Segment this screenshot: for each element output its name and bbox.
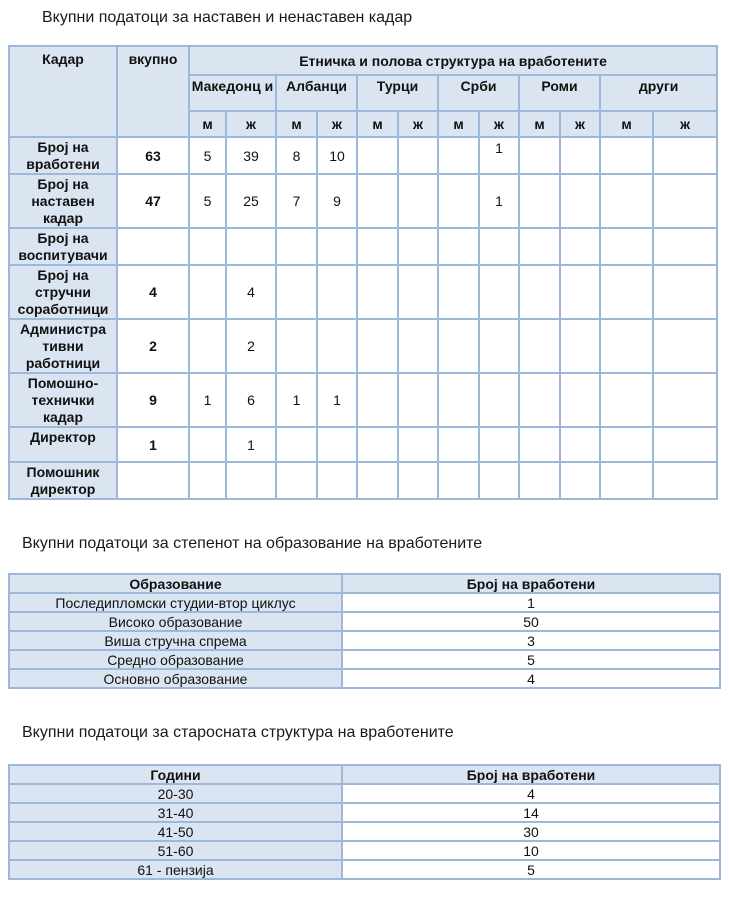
value-cell: 25: [226, 174, 276, 228]
value-cell: [653, 174, 717, 228]
staff-section-title: Вкупни податоци за наставен и ненаставен кадар: [42, 9, 413, 26]
count-cell: 50: [342, 612, 720, 631]
age-row: [9, 860, 720, 879]
value-cell: [189, 462, 226, 499]
sex-header-f: ж: [398, 111, 438, 137]
value-cell: [438, 319, 479, 373]
value-cell: [600, 319, 653, 373]
category-cell: 41-50: [9, 822, 342, 841]
value-cell: [189, 265, 226, 319]
value-cell: [398, 373, 438, 427]
value-cell: 1: [226, 427, 276, 462]
value-cell: [560, 265, 600, 319]
staff-row: [9, 319, 717, 373]
ethnicity-header: Турци: [357, 75, 438, 111]
value-cell: 1: [479, 174, 519, 228]
row-label: Администра тивни работници: [9, 319, 117, 373]
value-cell: 2: [226, 319, 276, 373]
value-cell: [438, 265, 479, 319]
education-table: [8, 573, 721, 689]
value-cell: [600, 228, 653, 265]
value-cell: [189, 319, 226, 373]
value-cell: [357, 265, 398, 319]
row-total: 63: [117, 137, 189, 174]
ethnicity-header: други: [600, 75, 717, 111]
category-cell: 31-40: [9, 803, 342, 822]
row-label: Помошник директор: [9, 462, 117, 499]
value-cell: [653, 462, 717, 499]
value-cell: 1: [189, 373, 226, 427]
value-cell: [317, 228, 357, 265]
value-cell: [600, 174, 653, 228]
row-total: 47: [117, 174, 189, 228]
value-cell: [438, 137, 479, 174]
value-cell: [317, 427, 357, 462]
sex-header-m: м: [600, 111, 653, 137]
value-cell: [276, 427, 317, 462]
value-cell: [317, 265, 357, 319]
value-cell: [357, 174, 398, 228]
ethnicity-header: Албанци: [276, 75, 357, 111]
category-cell: Виша стручна спрема: [9, 631, 342, 650]
value-cell: [653, 137, 717, 174]
value-cell: 10: [317, 137, 357, 174]
count-cell: 5: [342, 860, 720, 879]
value-cell: [398, 319, 438, 373]
value-cell: [438, 228, 479, 265]
ethnicity-header: Срби: [438, 75, 519, 111]
value-cell: [189, 228, 226, 265]
row-label: Број на наставен кадар: [9, 174, 117, 228]
value-cell: [357, 137, 398, 174]
row-total: [117, 462, 189, 499]
value-cell: [317, 319, 357, 373]
staff-row: [9, 427, 717, 462]
row-total: [117, 228, 189, 265]
value-cell: 9: [317, 174, 357, 228]
value-cell: [398, 462, 438, 499]
row-label: Број на стручни соработници: [9, 265, 117, 319]
value-cell: 7: [276, 174, 317, 228]
count-header: Број на вработени: [342, 574, 720, 593]
sex-header-m: м: [438, 111, 479, 137]
value-cell: [226, 462, 276, 499]
value-cell: [519, 427, 560, 462]
category-cell: Последипломски студии-втор циклус: [9, 593, 342, 612]
value-cell: [357, 319, 398, 373]
value-cell: 1: [276, 373, 317, 427]
value-cell: [653, 373, 717, 427]
row-total: 4: [117, 265, 189, 319]
age-row: [9, 784, 720, 803]
value-cell: [479, 427, 519, 462]
value-cell: [398, 137, 438, 174]
count-cell: 10: [342, 841, 720, 860]
sex-header-f: ж: [653, 111, 717, 137]
count-cell: 1: [342, 593, 720, 612]
value-cell: [479, 319, 519, 373]
ethnicity-header: Македонц и: [189, 75, 276, 111]
staff-row: [9, 373, 717, 427]
sex-header-m: м: [189, 111, 226, 137]
value-cell: [276, 228, 317, 265]
category-cell: 61 - пензија: [9, 860, 342, 879]
row-label: Број на вработени: [9, 137, 117, 174]
value-cell: [653, 319, 717, 373]
value-cell: 39: [226, 137, 276, 174]
category-cell: 20-30: [9, 784, 342, 803]
value-cell: [600, 373, 653, 427]
value-cell: [560, 427, 600, 462]
value-cell: [519, 373, 560, 427]
value-cell: 1: [479, 137, 519, 174]
staff-row: [9, 137, 717, 174]
count-cell: 4: [342, 784, 720, 803]
value-cell: [560, 319, 600, 373]
value-cell: [357, 228, 398, 265]
value-cell: [189, 427, 226, 462]
value-cell: [600, 427, 653, 462]
row-label: Помошно-технички кадар: [9, 373, 117, 427]
age-row: [9, 841, 720, 860]
staff-row: [9, 174, 717, 228]
value-cell: [653, 427, 717, 462]
value-cell: [479, 265, 519, 319]
row-label: Директор: [9, 427, 117, 462]
education-row: [9, 650, 720, 669]
value-cell: [357, 373, 398, 427]
education-header: Образование: [9, 574, 342, 593]
age-section-title: Вкупни податоци за старосната структура на вработените: [22, 724, 454, 741]
value-cell: [560, 373, 600, 427]
value-cell: [560, 228, 600, 265]
value-cell: [560, 174, 600, 228]
value-cell: 4: [226, 265, 276, 319]
sex-header-m: м: [357, 111, 398, 137]
value-cell: [398, 228, 438, 265]
value-cell: [560, 462, 600, 499]
staff-row: [9, 265, 717, 319]
value-cell: [653, 228, 717, 265]
value-cell: [519, 174, 560, 228]
age-row: [9, 822, 720, 841]
value-cell: [276, 319, 317, 373]
count-header: Број на вработени: [342, 765, 720, 784]
count-cell: 30: [342, 822, 720, 841]
count-cell: 3: [342, 631, 720, 650]
header-cadre: Кадар: [9, 46, 117, 137]
value-cell: [560, 137, 600, 174]
staff-table: [8, 45, 718, 500]
sex-header-f: ж: [479, 111, 519, 137]
header-ethnic-structure: Етничка и полова структура на вработените: [189, 46, 717, 75]
sex-header-f: ж: [226, 111, 276, 137]
value-cell: [438, 462, 479, 499]
row-total: 1: [117, 427, 189, 462]
header-total: вкупно: [117, 46, 189, 137]
education-row: [9, 631, 720, 650]
staff-row: [9, 462, 717, 499]
age-row: [9, 803, 720, 822]
value-cell: [479, 373, 519, 427]
value-cell: [317, 462, 357, 499]
value-cell: [479, 462, 519, 499]
value-cell: [357, 462, 398, 499]
value-cell: [600, 137, 653, 174]
count-cell: 14: [342, 803, 720, 822]
sex-header-m: м: [519, 111, 560, 137]
row-label: Број на воспитувачи: [9, 228, 117, 265]
value-cell: [519, 137, 560, 174]
row-total: 9: [117, 373, 189, 427]
value-cell: [519, 319, 560, 373]
education-row: [9, 612, 720, 631]
sex-header-f: ж: [560, 111, 600, 137]
value-cell: [438, 373, 479, 427]
row-total: 2: [117, 319, 189, 373]
value-cell: [438, 427, 479, 462]
value-cell: [226, 228, 276, 265]
education-row: [9, 669, 720, 688]
value-cell: 5: [189, 137, 226, 174]
category-cell: 51-60: [9, 841, 342, 860]
sex-header-f: ж: [317, 111, 357, 137]
value-cell: 1: [317, 373, 357, 427]
category-cell: Основно образование: [9, 669, 342, 688]
value-cell: [438, 174, 479, 228]
value-cell: [519, 265, 560, 319]
value-cell: [357, 427, 398, 462]
sex-header-m: м: [276, 111, 317, 137]
value-cell: [398, 174, 438, 228]
value-cell: [653, 265, 717, 319]
value-cell: [398, 265, 438, 319]
category-cell: Средно образование: [9, 650, 342, 669]
ethnicity-header: Роми: [519, 75, 600, 111]
value-cell: [398, 427, 438, 462]
count-cell: 4: [342, 669, 720, 688]
value-cell: [479, 228, 519, 265]
staff-row: [9, 228, 717, 265]
value-cell: 6: [226, 373, 276, 427]
value-cell: 5: [189, 174, 226, 228]
value-cell: [600, 265, 653, 319]
value-cell: [519, 228, 560, 265]
education-section-title: Вкупни податоци за степенот на образование на вработените: [22, 535, 483, 552]
value-cell: [276, 265, 317, 319]
category-cell: Високо образование: [9, 612, 342, 631]
value-cell: 8: [276, 137, 317, 174]
age-table: [8, 764, 721, 880]
age-header: Години: [9, 765, 342, 784]
count-cell: 5: [342, 650, 720, 669]
value-cell: [600, 462, 653, 499]
education-row: [9, 593, 720, 612]
value-cell: [519, 462, 560, 499]
value-cell: [276, 462, 317, 499]
